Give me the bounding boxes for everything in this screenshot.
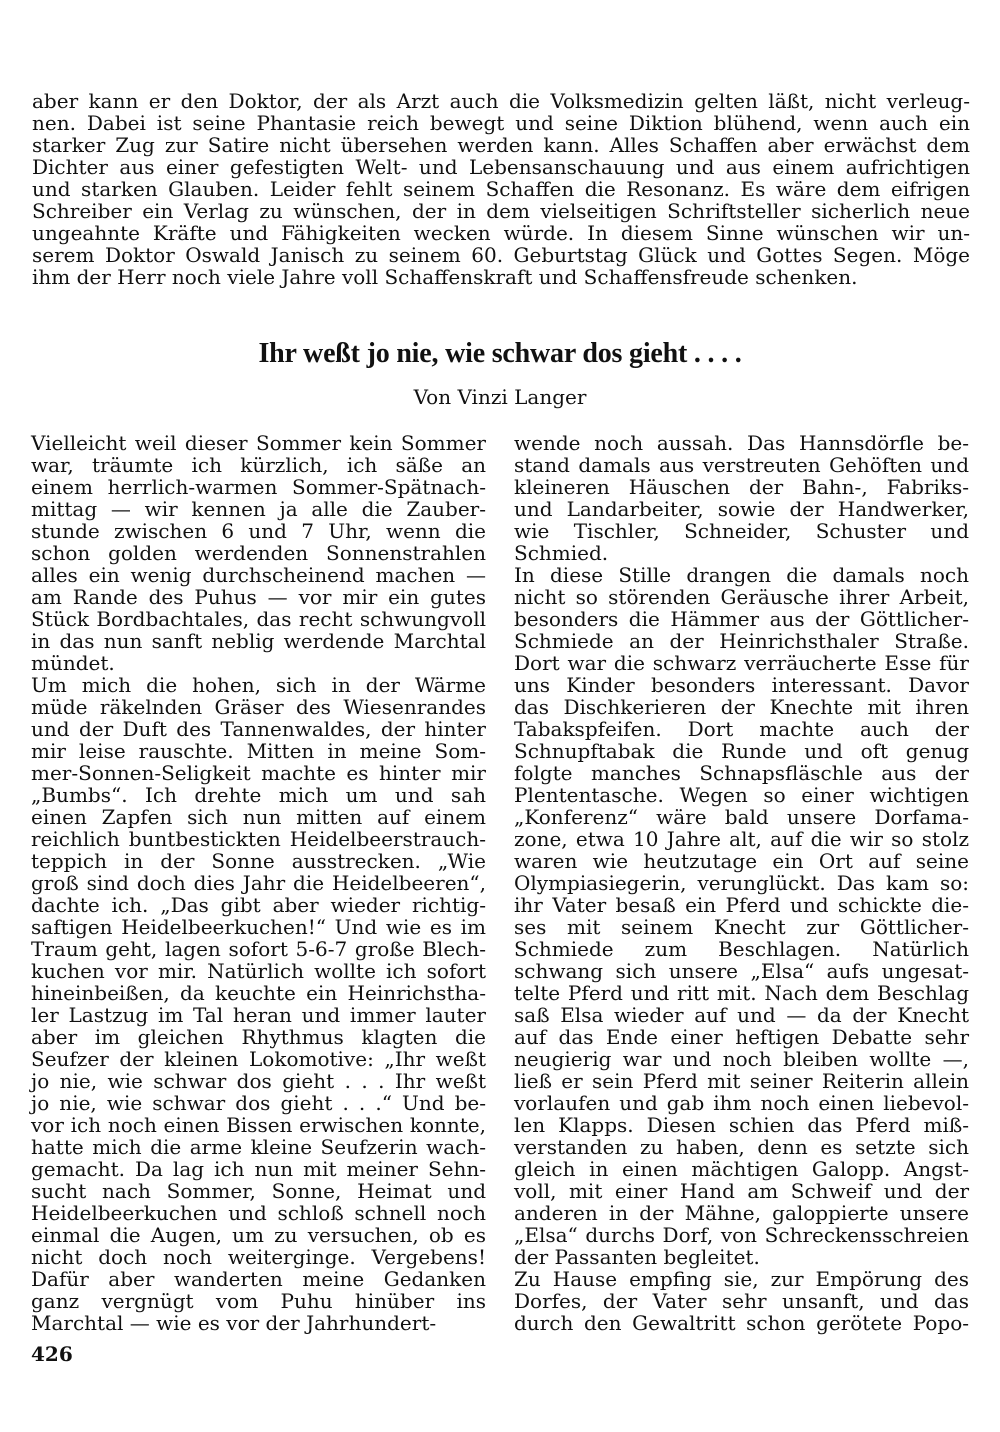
left-column-text-line: teppich in der Sonne ausstrecken. „Wie <box>31 849 486 873</box>
right-column-text-line: len Klapps. Diesen schien das Pferd miß- <box>514 1113 969 1137</box>
intro-text-line: Schreiber ein Verlag zu wünschen, der in dem vielseitigen Schriftsteller sicherlich neue <box>32 199 970 223</box>
right-column-text-line: ließ er sein Pferd mit seiner Reiterin allein <box>514 1069 969 1093</box>
right-column-text-line: waren wie heutzutage ein Ort auf seine <box>514 849 969 873</box>
right-column-text-line: telte Pferd und ritt mit. Nach dem Beschlag <box>514 981 969 1005</box>
left-column-text-line: stunde zwischen 6 und 7 Uhr, wenn die <box>31 519 486 543</box>
right-column <box>514 432 969 1334</box>
right-column-text-line: schwang sich unsere „Elsa“ aufs ungesat- <box>514 959 969 983</box>
right-column-text-line: Dorfes, der Vater sehr unsanft, und das <box>514 1289 969 1313</box>
intro-text-line: und starken Glauben. Leider fehlt seinem Schaffen die Resonanz. Es wäre dem eifrigen <box>32 177 970 201</box>
right-column-text-line: neugierig war und noch bleiben wollte —, <box>514 1047 969 1071</box>
left-column-text-line: Traum geht, lagen sofort 5-6-7 große Blech- <box>31 937 486 961</box>
right-column-text-line: ses mit seinem Knecht zur Göttlicher- <box>514 915 969 939</box>
right-column-text-line: gleich in einen mächtigen Galopp. Angst- <box>514 1157 969 1181</box>
right-column-text-line: stand damals aus verstreuten Gehöften und <box>514 453 969 477</box>
page-number: 426 <box>31 1342 73 1366</box>
left-column-text-line: mer-Sonnen-Seligkeit machte es hinter mir <box>31 761 486 785</box>
left-column-text-line: reichlich buntbestickten Heidelbeerstrauch- <box>31 827 486 851</box>
left-column-text-line: jo nie, wie schwar dos gieht . . . Ihr weßt <box>31 1069 486 1093</box>
right-column-text-line: saß Elsa wieder auf und — da der Knecht <box>514 1003 969 1027</box>
right-column-text-line: der Passanten begleitet. <box>514 1245 760 1269</box>
intro-text-line: ihm der Herr noch viele Jahre voll Schaffenskraft und Schaffensfreude schenken. <box>32 265 858 289</box>
right-column-text-line: das Dischkerieren der Knechte mit ihren <box>514 695 969 719</box>
right-column-text-line: zone, etwa 10 Jahre alt, auf die wir so stolz <box>514 827 969 851</box>
right-column-text-line: Dort war die schwarz verräucherte Esse für <box>514 651 969 675</box>
left-column-text-line: einen Zapfen sich nun mitten auf einem <box>31 805 486 829</box>
right-column-text-line: Olympiasiegerin, verunglückt. Das kam so: <box>514 871 969 895</box>
left-column-text-line: aber im gleichen Rhythmus klagten die <box>31 1025 486 1049</box>
left-column-text-line: mündet. <box>31 651 115 675</box>
left-column-text-line: mittag — wir kennen ja alle die Zauber- <box>31 497 486 521</box>
left-column-text-line: hineinbeißen, da keuchte ein Heinrichstha- <box>31 981 486 1005</box>
right-column-text-line: auf das Ende einer heftigen Debatte sehr <box>514 1025 969 1049</box>
left-column-text-line: in das nun sanft neblig werdende Marchtal <box>31 629 486 653</box>
right-column-text-line: Zu Hause empfing sie, zur Empörung des <box>514 1267 969 1291</box>
left-column-text-line: Dafür aber wanderten meine Gedanken <box>31 1267 486 1291</box>
left-column-text-line: ganz vergnügt vom Puhu hinüber ins <box>31 1289 486 1313</box>
right-column-text-line: durch den Gewaltritt schon gerötete Popo- <box>514 1311 969 1335</box>
left-column-text-line: jo nie, wie schwar dos gieht . . .“ Und be- <box>31 1091 486 1115</box>
left-column-text-line: müde räkelnden Gräser des Wiesenrandes <box>31 695 486 719</box>
left-column-text-line: Vielleicht weil dieser Sommer kein Sommer <box>31 431 486 455</box>
left-column-text-line: ler Lastzug im Tal heran und immer lauter <box>31 1003 486 1027</box>
left-column-text-line: und der Duft des Tannenwaldes, der hinter <box>31 717 486 741</box>
left-column-text-line: Um mich die hohen, sich in der Wärme <box>31 673 486 697</box>
left-column-text-line: Marchtal — wie es vor der Jahrhundert- <box>31 1311 437 1335</box>
right-column-text-line: uns Kinder besonders interessant. Davor <box>514 673 969 697</box>
right-column-text-line: Schnupftabak die Runde und oft genug <box>514 739 969 763</box>
left-column-text-line: „Bumbs“. Ich drehte mich um und sah <box>31 783 486 807</box>
right-column-text-line: vorlaufen und gab ihm noch einen liebevol- <box>514 1091 969 1115</box>
right-column-text-line: Schmiede an der Heinrichsthaler Straße. <box>514 629 969 653</box>
left-column-text-line: dachte ich. „Das gibt aber wieder richtig- <box>31 893 486 917</box>
right-column-text-line: Tabakspfeifen. Dort machte auch der <box>514 717 969 741</box>
left-column-text-line: Seufzer der kleinen Lokomotive: „Ihr weßt <box>31 1047 486 1071</box>
right-column-text-line: und Landarbeiter, sowie der Handwerker, <box>514 497 969 521</box>
right-column-text-line: wie Tischler, Schneider, Schuster und <box>514 519 969 543</box>
left-column <box>31 432 486 1334</box>
right-column-text-line: verstanden zu haben, denn es setzte sich <box>514 1135 969 1159</box>
left-column-text-line: einem herrlich-warmen Sommer-Spätnach- <box>31 475 486 499</box>
left-column-text-line: mir leise rauschte. Mitten in meine Som- <box>31 739 486 763</box>
right-column-text-line: kleineren Häuschen der Bahn-, Fabriks- <box>514 475 969 499</box>
right-column-text-line: Schmied. <box>514 541 609 565</box>
left-column-text-line: einmal die Augen, um zu versuchen, ob es <box>31 1223 486 1247</box>
article-title: Ihr weßt jo nie, wie schwar dos gieht . . . . <box>258 338 742 369</box>
intro-text-line: Dichter aus einer gefestigten Welt- und Lebensanschauung und aus einem aufrichtigen <box>32 155 970 179</box>
left-column-text-line: alles ein wenig durchscheinend machen — <box>31 563 486 587</box>
intro-paragraph <box>32 90 970 288</box>
left-column-text-line: groß sind doch dies Jahr die Heidelbeeren“, <box>31 871 486 895</box>
intro-text-line: ungeahnte Kräfte und Fähigkeiten wecken würde. In diesem Sinne wünschen wir un- <box>32 221 970 245</box>
right-column-text-line: anderen in der Mähne, galoppierte unsere <box>514 1201 969 1225</box>
left-column-text-line: schon golden werdenden Sonnenstrahlen <box>31 541 486 565</box>
left-column-text-line: nicht doch noch weiterginge. Vergebens! <box>31 1245 486 1269</box>
article-byline: Von Vinzi Langer <box>413 385 587 409</box>
left-column-text-line: Heidelbeerkuchen und schloß schnell noch <box>31 1201 486 1225</box>
left-column-text-line: saftigen Heidelbeerkuchen!“ Und wie es im <box>31 915 486 939</box>
right-column-text-line: In diese Stille drangen die damals noch <box>514 563 969 587</box>
right-column-text-line: nicht so störenden Geräusche ihrer Arbeit, <box>514 585 969 609</box>
intro-text-line: starker Zug zur Satire nicht übersehen werden kann. Alles Schaffen aber erwächst dem <box>32 133 970 157</box>
intro-text-line: serem Doktor Oswald Janisch zu seinem 60. Geburtstag Glück und Gottes Segen. Möge <box>32 243 970 267</box>
right-column-text-line: folgte manches Schnapsfläschle aus der <box>514 761 969 785</box>
left-column-text-line: sucht nach Sommer, Sonne, Heimat und <box>31 1179 486 1203</box>
intro-text-line: nen. Dabei ist seine Phantasie reich bewegt und seine Diktion blühend, wenn auch ein <box>32 111 970 135</box>
right-column-text-line: „Konferenz“ wäre bald unsere Dorfama- <box>514 805 969 829</box>
right-column-text-line: „Elsa“ durchs Dorf, von Schreckensschreien <box>514 1223 969 1247</box>
right-column-text-line: ihr Vater besaß ein Pferd und schickte die- <box>514 893 969 917</box>
right-column-text-line: Schmiede zum Beschlagen. Natürlich <box>514 937 969 961</box>
right-column-text-line: Plententasche. Wegen so einer wichtigen <box>514 783 969 807</box>
right-column-text-line: wende noch aussah. Das Hannsdörfle be- <box>514 431 969 455</box>
left-column-text-line: vor ich noch einen Bissen erwischen konnte, <box>31 1113 486 1137</box>
left-column-text-line: Stück Bordbachtales, das recht schwungvoll <box>31 607 486 631</box>
intro-text-line: aber kann er den Doktor, der als Arzt auch die Volksmedizin gelten läßt, nicht verleug- <box>32 89 970 113</box>
right-column-text-line: voll, mit einer Hand am Schweif und der <box>514 1179 969 1203</box>
right-column-text-line: besonders die Hämmer aus der Göttlicher- <box>514 607 969 631</box>
left-column-text-line: kuchen vor mir. Natürlich wollte ich sofort <box>31 959 486 983</box>
left-column-text-line: gemacht. Da lag ich nun mit meiner Sehn- <box>31 1157 486 1181</box>
left-column-text-line: hatte mich die arme kleine Seufzerin wach- <box>31 1135 486 1159</box>
left-column-text-line: war, träumte ich kürzlich, ich säße an <box>31 453 486 477</box>
left-column-text-line: am Rande des Puhus — vor mir ein gutes <box>31 585 486 609</box>
